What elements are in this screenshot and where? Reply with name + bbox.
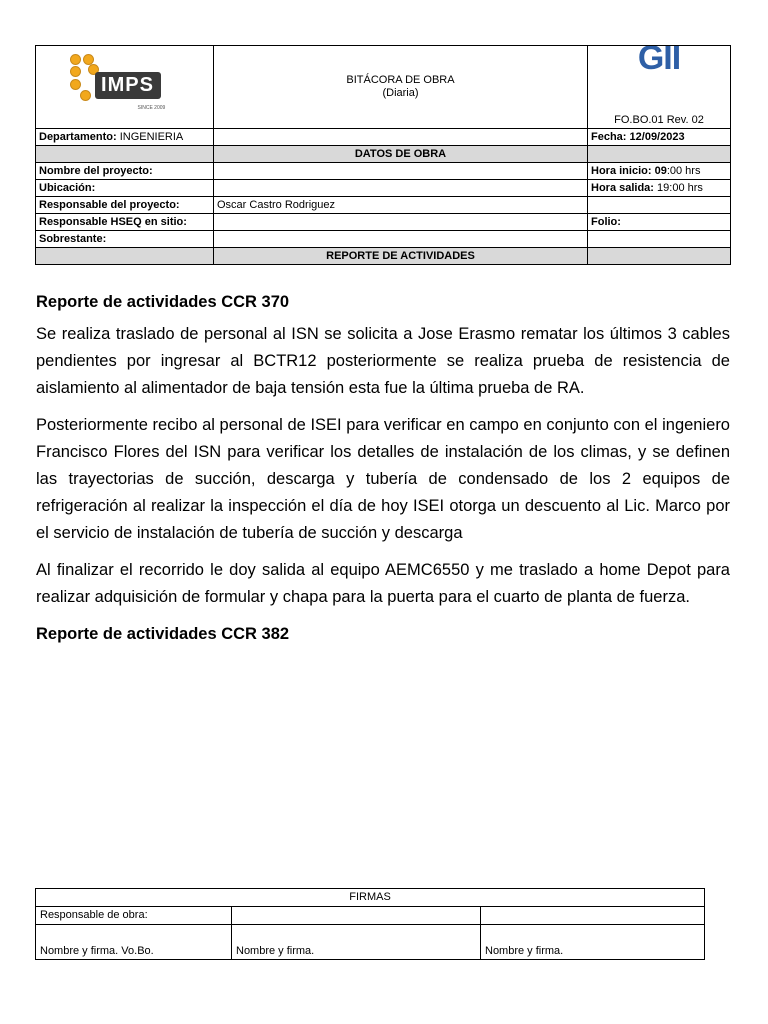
hora-inicio-value: 09 xyxy=(654,164,667,177)
responsable-proyecto-blank xyxy=(588,197,731,214)
hora-salida-cell xyxy=(588,180,731,197)
hora-salida-label: Hora salida: xyxy=(591,181,654,194)
signature-blank-2 xyxy=(232,907,481,925)
form-title-line2: (Diaria) xyxy=(382,87,419,99)
signature-blank-3 xyxy=(481,907,705,925)
report-section xyxy=(36,292,730,644)
sobrestante-value xyxy=(214,231,588,248)
datos-obra-heading: DATOS DE OBRA xyxy=(214,146,588,163)
folio-label: Folio: xyxy=(588,214,731,231)
signatures-table xyxy=(35,888,705,960)
imps-logo-since: SINCE 2009 xyxy=(137,105,166,111)
signature-3: Nombre y firma. xyxy=(481,925,705,960)
hora-inicio-cell xyxy=(588,163,731,180)
form-title-line1: BITÁCORA DE OBRA xyxy=(346,74,455,86)
responsable-hseq-label: Responsable HSEQ en sitio: xyxy=(36,214,214,231)
responsable-hseq-value xyxy=(214,214,588,231)
firmas-heading: FIRMAS xyxy=(36,889,705,907)
form-code: FO.BO.01 Rev. 02 xyxy=(614,114,704,126)
fecha-cell xyxy=(588,129,731,146)
reporte-actividades-heading: REPORTE DE ACTIVIDADES xyxy=(214,248,588,265)
report-paragraph-2: Posteriormente recibo al personal de ISEI para verificar en campo en conjunto con el ingeniero Francisco Flores del ISN para verificar los detalles de instalación de los climas, y se definen las trayectorias de succión, descarga y tubería de condensado de los 2 equipos de refrigeración al realizar la inspección el día de hoy ISEI otorga un descuento al Lic. Marco por el servicio de instalación de tubería de succión y descarga xyxy=(36,416,730,542)
departamento-blank xyxy=(214,129,588,146)
report-heading-ccr370: Reporte de actividades CCR 370 xyxy=(36,293,290,311)
datos-blank-left xyxy=(36,146,214,163)
hora-salida-value: 19:00 hrs xyxy=(657,181,703,194)
ubicacion-value xyxy=(214,180,588,197)
imps-logo xyxy=(50,52,200,122)
signature-2: Nombre y firma. xyxy=(232,925,481,960)
nombre-proyecto-label: Nombre del proyecto: xyxy=(36,163,214,180)
gii-logo: GII xyxy=(637,45,681,77)
gii-logo-cell xyxy=(588,46,731,129)
fecha-value: 12/09/2023 xyxy=(629,130,685,143)
header-table xyxy=(35,45,731,265)
signature-vobo: Nombre y firma. Vo.Bo. xyxy=(36,925,232,960)
responsable-proyecto-label: Responsable del proyecto: xyxy=(36,197,214,214)
report-heading-ccr382: Reporte de actividades CCR 382 xyxy=(36,625,290,643)
ubicacion-label: Ubicación: xyxy=(36,180,214,197)
hora-inicio-label: Hora inicio: xyxy=(591,164,652,177)
hora-inicio-rest: :00 hrs xyxy=(666,164,701,177)
responsable-proyecto-value: Oscar Castro Rodriguez xyxy=(214,197,588,214)
imps-logo-cell xyxy=(36,46,214,129)
departamento-value: INGENIERIA xyxy=(119,130,184,143)
datos-blank-right xyxy=(588,146,731,163)
departamento-label: Departamento: xyxy=(39,130,117,143)
imps-logo-text: IMPS xyxy=(95,72,161,99)
departamento-cell xyxy=(36,129,214,146)
report-paragraph-1: Se realiza traslado de personal al ISN se solicita a Jose Erasmo rematar los últimos 3 cables pendientes por ingresar al BCTR12 posteriormente se realiza prueba de resistencia de aislamiento al alimentador de baja tensión esta fue la última prueba de RA. xyxy=(36,325,730,397)
nombre-proyecto-value xyxy=(214,163,588,180)
form-title xyxy=(214,46,588,129)
sobrestante-label: Sobrestante: xyxy=(36,231,214,248)
sobrestante-blank xyxy=(588,231,731,248)
report-paragraph-3: Al finalizar el recorrido le doy salida al equipo AEMC6550 y me traslado a home Depot para realizar adquisición de formular y chapa para la puerta para el cuarto de planta de fuerza. xyxy=(36,561,730,606)
fecha-label: Fecha: xyxy=(591,130,627,143)
reporte-blank-left xyxy=(36,248,214,265)
responsable-obra-label: Responsable de obra: xyxy=(36,907,232,925)
reporte-blank-right xyxy=(588,248,731,265)
